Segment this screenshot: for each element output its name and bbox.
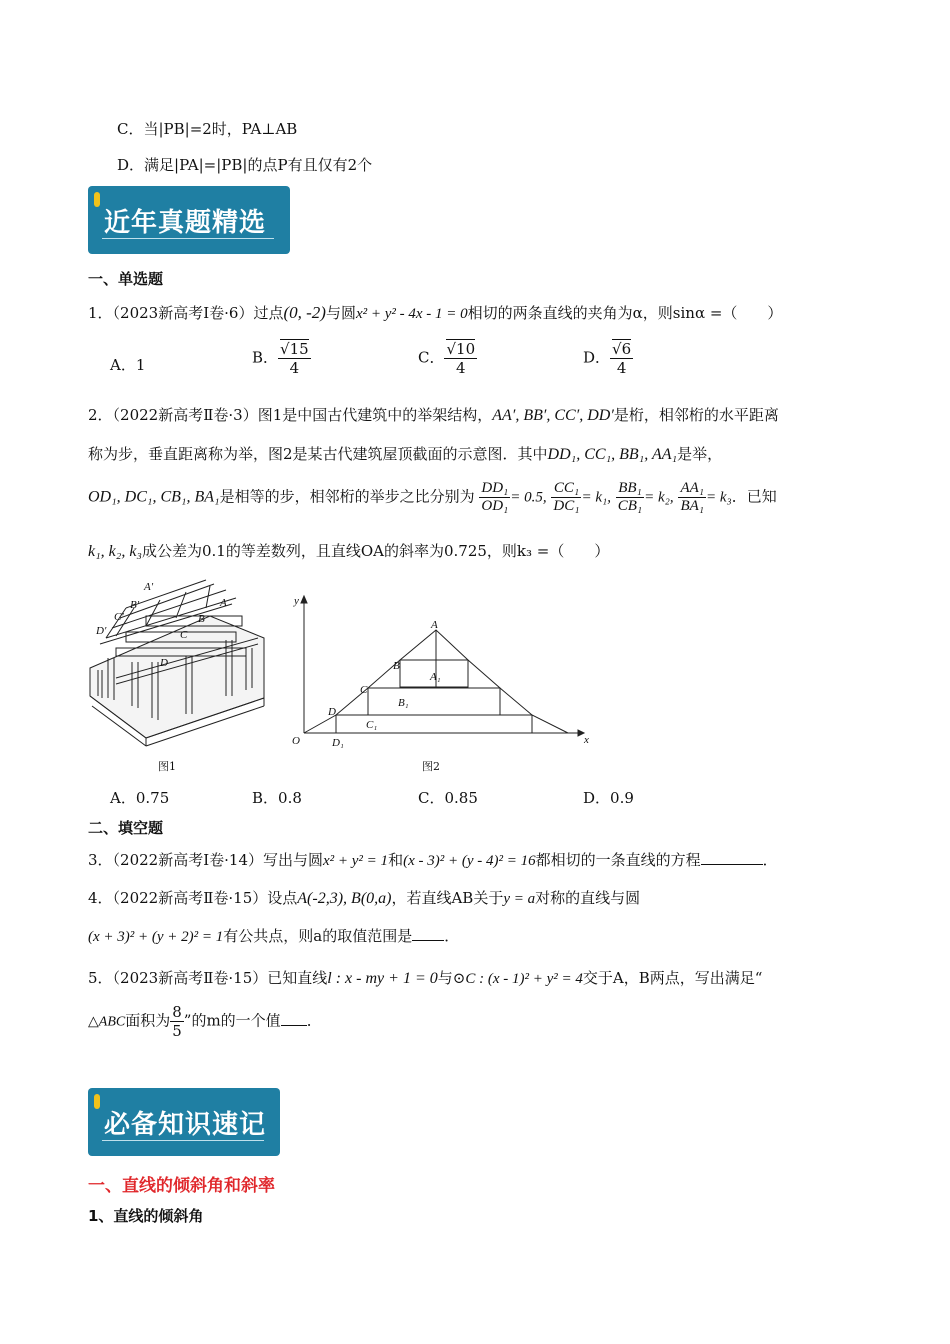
- fig2-axis-y: y: [294, 595, 299, 607]
- fig1-label-d-prime: D′: [96, 625, 107, 637]
- badge-underline: [102, 238, 274, 239]
- question-2-line-4: k₁, k₂, k₃成公差为0.1的等差数列，且直线OA的斜率为0.725，则k₃ =（ ）: [88, 542, 610, 560]
- question-5-line-1: 5．（2023新高考Ⅱ卷·15）已知直线l : x - my + 1 = 0与⊙C : (x - 1)² + y² = 4交于A，B两点，写出满足“: [88, 969, 763, 987]
- question-5-line-2: △ABC面积为 $\frac{8}{5}$ ”的m的一个值 ．: [88, 1003, 322, 1040]
- question-2-line-1: 2．（2022新高考Ⅱ卷·3）图1是中国古代建筑中的举架结构，AA′, BB′, CC′, DD′是桁，相邻桁的水平距离: [88, 406, 779, 424]
- ratio-2-den: DC₁: [553, 498, 580, 514]
- fig1-label-a: A: [220, 597, 227, 609]
- badge-marker-icon: [94, 192, 100, 207]
- fig2-label-c: C: [360, 684, 368, 696]
- q2-option-b: B．0.8: [252, 789, 302, 807]
- q1-option-c: C． $\frac{√10}{4}$: [418, 340, 476, 377]
- section-title-slope: 一、直线的倾斜角和斜率: [88, 1176, 275, 1196]
- question-3: 3．（2022新高考Ⅰ卷·14）写出与圆x² + y² = 1和(x - 3)² + (y - 4)² = 16都相切的一条直线的方程 ．: [88, 851, 778, 869]
- fig2-label-d1: D₁: [332, 737, 344, 749]
- section-badge-knowledge: [88, 1088, 280, 1156]
- fig2-label-a: A: [431, 619, 438, 631]
- q1-prefix: 1．（2023新高考Ⅰ卷·6）过点: [88, 304, 284, 322]
- ratio-3-num: BB₁: [616, 480, 644, 498]
- q1-option-d-den: 4: [616, 359, 627, 377]
- q2-option-d: D．0.9: [583, 789, 634, 807]
- fig2-label-a1: A₁: [430, 671, 441, 683]
- q1-option-a: A．1: [110, 356, 146, 374]
- q4-answer-blank[interactable]: [412, 940, 444, 941]
- fig1-label-d: D: [160, 657, 168, 669]
- figure-2-caption: 图2: [422, 760, 440, 773]
- badge-title: 近年真题精选: [104, 208, 267, 238]
- ratio-2-num: CC₁: [551, 480, 581, 498]
- badge-underline: [102, 1140, 264, 1141]
- question-4-line-2: (x + 3)² + (y + 2)² = 1有公共点，则a的取值范围是 ．: [88, 927, 460, 945]
- section-badge-recent-exams: [88, 186, 290, 254]
- option-c-prev: C．当|PB|=2时，PA⊥AB: [117, 120, 298, 138]
- q1-option-d: D． $\frac{√6}{4}$: [583, 340, 632, 377]
- q1-circle: x² + y² - 4x - 1 = 0: [355, 306, 468, 322]
- q1-option-c-num: √10: [446, 340, 476, 358]
- fig1-label-b-prime: B′: [130, 599, 140, 611]
- q1-suffix: 相切的两条直线的夹角为α，则sinα =（ ）: [467, 304, 783, 322]
- q1-option-b: B． $\frac{√15}{4}$: [252, 340, 309, 377]
- section-title-single-choice: 一、单选题: [88, 270, 164, 288]
- question-1: [88, 302, 782, 323]
- ratio-1-den: OD₁: [481, 498, 509, 514]
- q1-option-c-den: 4: [456, 359, 466, 377]
- question-2-line-3: OD₁, DC₁, CB₁, BA₁是相等的步，相邻桁的举步之比分别为 $\frac{\text{DD₁}}{\text{OD₁}}$ = 0.5, $\frac{\text{CC₁}}{\text{DC₁}}$ = k₁, $\frac{\text{BB₁}}{\text{CB₁}}$ = k₂, $\frac{\text{AA₁}}{\text{BA₁}}$ = k₃．已知: [88, 480, 777, 514]
- ratio-4-den: BA₁: [680, 498, 704, 514]
- fig2-label-b1: B₁: [398, 697, 409, 709]
- q1-point: (0, -2): [283, 303, 326, 322]
- question-2-line-2: 称为步，垂直距离称为举，图2是某古代建筑屋顶截面的示意图．其中DD₁, CC₁, BB₁, AA₁是举，: [88, 445, 723, 463]
- q1-mid: 与圆: [325, 304, 356, 322]
- question-4-line-1: 4．（2022新高考Ⅱ卷·15）设点A(-2,3), B(0,a)，若直线AB关于y = a对称的直线与圆: [88, 889, 641, 907]
- fig1-label-a-prime: A′: [144, 581, 154, 593]
- ratio-3-den: CB₁: [617, 498, 643, 514]
- q5-answer-blank[interactable]: [281, 1025, 307, 1026]
- subsection-title-inclination: 1、直线的倾斜角: [88, 1207, 204, 1225]
- figure-1-roof-structure: [86, 578, 268, 750]
- figure-2-cross-section: [286, 592, 598, 752]
- figure-1-caption: 图1: [158, 760, 176, 773]
- ratio-1-num: DD₁: [481, 480, 509, 496]
- ratio-4-num: AA₁: [680, 480, 704, 496]
- fig1-label-c: C: [180, 629, 188, 641]
- q2-option-a: A．0.75: [110, 789, 170, 807]
- q1-option-b-den: 4: [289, 359, 300, 377]
- badge-marker-icon: [94, 1094, 100, 1109]
- q1-option-d-num: √6: [612, 340, 632, 358]
- badge-title: 必备知识速记: [104, 1110, 267, 1140]
- q3-answer-blank[interactable]: [701, 864, 763, 865]
- section-title-fill-in: 二、填空题: [88, 819, 164, 837]
- fig2-label-b: B: [393, 660, 400, 672]
- q5-frac-num: 8: [172, 1003, 182, 1021]
- fig1-label-b: B: [198, 613, 205, 625]
- fig2-label-o: O: [292, 735, 300, 747]
- q1-option-b-num: √15: [280, 340, 309, 358]
- option-d-prev: D．满足|PA|=|PB|的点P有且仅有2个: [117, 156, 373, 174]
- fig1-label-c-prime: C′: [114, 611, 124, 623]
- fig2-label-d: D: [328, 706, 336, 718]
- fig2-axis-x: x: [584, 734, 589, 746]
- fig2-label-c1: C₁: [366, 719, 378, 731]
- q5-frac-den: 5: [172, 1022, 182, 1040]
- q2-option-c: C．0.85: [418, 789, 478, 807]
